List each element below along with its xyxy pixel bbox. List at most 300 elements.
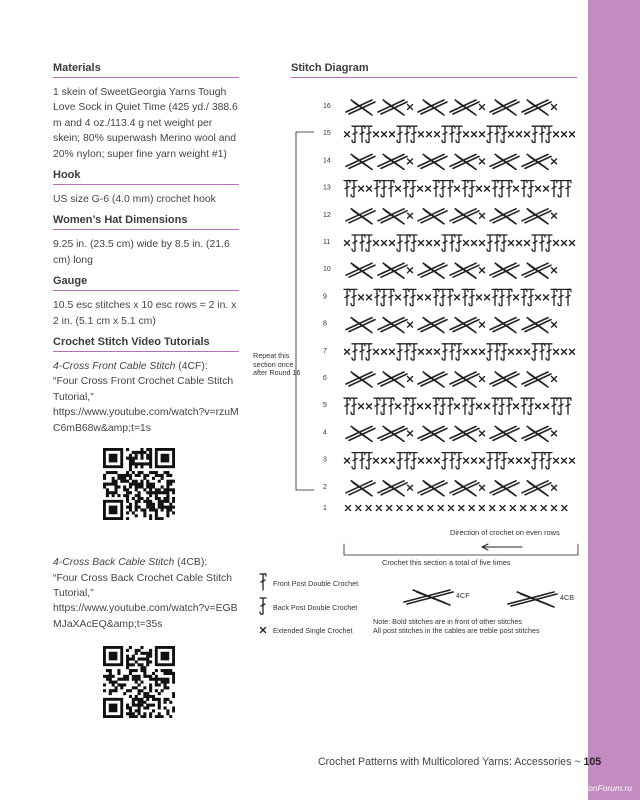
esc-stitch: [455, 404, 460, 409]
post-stitch: [442, 126, 448, 142]
base-stitch: [521, 506, 526, 511]
esc-stitch: [525, 132, 530, 137]
post-stitch: [359, 344, 365, 360]
cable-4cb-group: [346, 372, 375, 387]
post-stitch: [487, 126, 493, 142]
post-stitch: [397, 453, 403, 469]
post-stitch: [521, 180, 527, 196]
base-stitch: [500, 506, 505, 511]
esc-stitch: [552, 268, 557, 273]
cable-4cf-group: [522, 426, 551, 441]
cable-4cf-group: [378, 100, 407, 115]
esc-stitch: [382, 349, 387, 354]
cable-4cb-group: [450, 263, 479, 278]
post-stitch: [494, 235, 500, 251]
base-stitch: [469, 506, 474, 511]
cable-4cf-legend-icon: [404, 590, 453, 605]
esc-stitch: [480, 132, 485, 137]
back-cable-url[interactable]: https://www.youtube.com/watch?v=EGBMJaXAcEQ&amp;t=35s: [53, 603, 238, 630]
esc-stitch: [517, 458, 522, 463]
cable-4cb-group: [418, 154, 447, 169]
materials-text: 1 skein of SweetGeorgia Yarns Tough Love Sock in Quiet Time (425 yd./ 388.6 m and 4 oz./113.4 g net weight per skein; 80% superwash Merino wool and 20% nylon; super fine yarn weight #1): [53, 87, 238, 160]
esc-stitch: [382, 458, 387, 463]
esc-stitch: [426, 404, 431, 409]
post-stitch: [442, 235, 448, 251]
esc-stitch: [419, 458, 424, 463]
cable-4cb-group: [346, 263, 375, 278]
esc-stitch: [480, 159, 485, 164]
esc-stitch: [427, 241, 432, 246]
esc-stitch: [382, 132, 387, 137]
post-stitch: [404, 452, 410, 468]
post-stitch: [374, 398, 380, 414]
post-stitch: [449, 344, 455, 360]
cable-4cf-group: [418, 209, 447, 224]
legend-note-bold: Note: Bold stitches are in front of other stitches: [373, 617, 523, 626]
back-cable-title: “Four Cross Back Crochet Cable Stitch Tutorial,”: [53, 572, 233, 599]
post-stitch: [449, 126, 455, 142]
esc-stitch: [427, 458, 432, 463]
post-stitch: [499, 398, 505, 414]
stitch-diagram-heading: Stitch Diagram: [291, 62, 577, 78]
cable-4cf-group: [450, 209, 479, 224]
post-stitch: [551, 398, 557, 414]
base-stitch: [346, 506, 351, 511]
post-stitch: [469, 181, 475, 197]
esc-stitch: [419, 241, 424, 246]
esc-stitch: [552, 322, 557, 327]
esc-stitch: [464, 349, 469, 354]
esc-stitch: [485, 404, 490, 409]
esc-stitch: [536, 295, 541, 300]
post-stitch: [388, 398, 394, 414]
cable-4cf-group: [378, 318, 407, 333]
esc-stitch: [435, 241, 440, 246]
cable-4cb-group: [490, 372, 519, 387]
post-stitch: [456, 453, 462, 469]
post-stitch: [532, 235, 538, 251]
post-stitch: [447, 180, 453, 196]
cable-4cf-group: [418, 426, 447, 441]
front-cable-abbr: (4CF):: [175, 361, 208, 373]
row-number-14: 14: [323, 157, 331, 165]
legend-4cf-label: 4CF: [456, 591, 470, 600]
legend-esc-label: Extended Single Crochet: [273, 626, 353, 635]
post-stitch: [501, 235, 507, 251]
post-stitch: [558, 398, 564, 414]
cable-4cb-group: [346, 481, 375, 496]
cable-4cb-group: [522, 372, 551, 387]
row-number-4: 4: [323, 429, 327, 437]
base-stitch: [531, 506, 536, 511]
row-number-3: 3: [323, 456, 327, 464]
post-stitch: [404, 344, 410, 360]
hook-heading: Hook: [53, 169, 239, 185]
esc-stitch: [382, 241, 387, 246]
esc-stitch: [536, 404, 541, 409]
post-stitch: [410, 398, 416, 414]
post-stitch: [397, 126, 403, 142]
cable-4cb-group: [418, 481, 447, 496]
esc-stitch: [480, 322, 485, 327]
esc-stitch: [408, 322, 413, 327]
esc-stitch: [408, 431, 413, 436]
esc-stitch: [390, 241, 395, 246]
post-stitch: [374, 289, 380, 305]
post-stitch: [546, 453, 552, 469]
esc-stitch: [345, 241, 350, 246]
post-stitch: [539, 344, 545, 360]
post-stitch: [456, 235, 462, 251]
esc-stitch: [419, 349, 424, 354]
esc-stitch: [367, 295, 372, 300]
cable-4cb-group: [378, 372, 407, 387]
esc-stitch: [472, 349, 477, 354]
post-stitch: [528, 289, 534, 305]
post-stitch: [388, 180, 394, 196]
cable-4cb-group: [346, 154, 375, 169]
post-stitch: [352, 126, 358, 142]
post-stitch: [521, 398, 527, 414]
post-stitch: [440, 181, 446, 197]
post-stitch: [462, 398, 468, 414]
post-stitch: [565, 289, 571, 305]
legend-4cb-label: 4CB: [560, 593, 574, 602]
esc-stitch: [480, 431, 485, 436]
legend-note-treble: All post stitches in the cables are treble post stitches: [373, 626, 540, 635]
post-stitch: [410, 181, 416, 197]
post-stitch: [558, 289, 564, 305]
post-stitch: [558, 181, 564, 197]
esc-stitch: [367, 186, 372, 191]
post-stitch: [528, 181, 534, 197]
post-stitch: [494, 126, 500, 142]
cable-4cf-group: [346, 318, 375, 333]
esc-stitch: [570, 132, 575, 137]
esc-stitch: [525, 349, 530, 354]
post-stitch: [565, 180, 571, 196]
esc-stitch: [480, 458, 485, 463]
post-stitch: [366, 126, 372, 142]
esc-stitch: [509, 132, 514, 137]
esc-stitch: [359, 404, 364, 409]
post-stitch: [551, 180, 557, 196]
post-stitch: [539, 235, 545, 251]
cable-4cb-group: [490, 263, 519, 278]
post-stitch: [499, 181, 505, 197]
esc-stitch: [480, 105, 485, 110]
post-stitch: [366, 453, 372, 469]
esc-stitch: [552, 431, 557, 436]
esc-stitch: [419, 132, 424, 137]
cable-4cb-group: [522, 481, 551, 496]
section-bracket: [344, 544, 578, 555]
front-cable-title: “Four Cross Front Crochet Cable Stitch Tutorial,”: [53, 376, 234, 403]
base-stitch: [449, 506, 454, 511]
esc-stitch: [570, 349, 575, 354]
back-cable-name: 4-Cross Back Cable Stitch: [53, 557, 175, 569]
post-stitch: [462, 289, 468, 305]
post-stitch: [403, 180, 409, 196]
esc-stitch: [374, 458, 379, 463]
post-stitch: [351, 181, 357, 197]
esc-stitch: [554, 349, 559, 354]
cable-4cb-group: [378, 481, 407, 496]
post-stitch: [499, 289, 505, 305]
post-stitch: [352, 344, 358, 360]
cable-4cb-group: [450, 154, 479, 169]
post-stitch: [359, 452, 365, 468]
post-stitch: [403, 289, 409, 305]
row-number-1: 1: [323, 505, 327, 512]
base-stitch: [541, 506, 546, 511]
esc-stitch: [408, 377, 413, 382]
cable-4cb-group: [450, 481, 479, 496]
post-stitch: [501, 126, 507, 142]
esc-stitch: [562, 349, 567, 354]
cable-4cf-group: [418, 100, 447, 115]
post-stitch: [447, 289, 453, 305]
post-stitch: [532, 344, 538, 360]
esc-stitch: [517, 241, 522, 246]
footer-book-title: Crochet Patterns with Multicolored Yarns: Accessories ~: [318, 756, 584, 768]
post-stitch: [397, 344, 403, 360]
row-number-13: 13: [323, 184, 331, 192]
materials-heading: Materials: [53, 62, 239, 78]
base-stitch: [490, 506, 495, 511]
cable-4cf-group: [346, 426, 375, 441]
esc-stitch: [485, 186, 490, 191]
cable-4cf-group: [346, 100, 375, 115]
post-stitch: [487, 453, 493, 469]
post-stitch: [411, 126, 417, 142]
esc-stitch: [472, 132, 477, 137]
esc-stitch: [345, 132, 350, 137]
cable-4cb-group: [490, 481, 519, 496]
legend-fpdc-label: Front Post Double Crochet: [273, 579, 359, 588]
post-stitch: [351, 289, 357, 305]
post-stitch: [366, 344, 372, 360]
esc-stitch: [514, 295, 519, 300]
esc-stitch: [418, 295, 423, 300]
row-number-10: 10: [323, 266, 331, 274]
cable-4cf-group: [418, 318, 447, 333]
esc-stitch: [408, 485, 413, 490]
gauge-heading: Gauge: [53, 275, 239, 291]
post-stitch: [449, 452, 455, 468]
cable-4cf-group: [490, 318, 519, 333]
base-stitch: [356, 506, 361, 511]
post-stitch: [528, 398, 534, 414]
esc-stitch: [554, 132, 559, 137]
post-stitch: [494, 452, 500, 468]
cable-4cf-group: [490, 426, 519, 441]
esc-stitch: [472, 458, 477, 463]
post-stitch: [410, 289, 416, 305]
esc-stitch: [396, 404, 401, 409]
esc-stitch: [374, 132, 379, 137]
cable-4cf-group: [522, 318, 551, 333]
post-stitch: [492, 289, 498, 305]
esc-stitch: [427, 132, 432, 137]
base-stitch: [397, 506, 402, 511]
dimensions-text: 9.25 in. (23.5 cm) wide by 8.5 in. (21.6 cm) long: [53, 239, 230, 266]
post-stitch: [449, 235, 455, 251]
post-stitch: [381, 181, 387, 197]
post-stitch: [442, 453, 448, 469]
front-cable-name: 4-Cross Front Cable Stitch: [53, 361, 176, 373]
esc-legend-icon: [261, 628, 266, 633]
row-number-8: 8: [323, 320, 327, 328]
esc-stitch: [570, 458, 575, 463]
esc-stitch: [464, 458, 469, 463]
esc-stitch: [552, 105, 557, 110]
post-stitch: [433, 289, 439, 305]
post-stitch: [381, 289, 387, 305]
post-stitch: [344, 289, 350, 305]
row-number-12: 12: [323, 211, 331, 219]
esc-stitch: [390, 349, 395, 354]
esc-stitch: [480, 349, 485, 354]
esc-stitch: [562, 241, 567, 246]
bpdc-legend-icon: [260, 598, 266, 614]
esc-stitch: [552, 159, 557, 164]
cable-4cb-group: [418, 263, 447, 278]
esc-stitch: [544, 186, 549, 191]
post-stitch: [433, 180, 439, 196]
post-stitch: [352, 235, 358, 251]
base-stitch: [387, 506, 392, 511]
esc-stitch: [562, 132, 567, 137]
post-stitch: [456, 344, 462, 360]
esc-stitch: [426, 295, 431, 300]
esc-stitch: [552, 377, 557, 382]
esc-stitch: [509, 349, 514, 354]
esc-stitch: [408, 213, 413, 218]
base-stitch: [552, 506, 557, 511]
post-stitch: [551, 289, 557, 305]
cable-4cf-group: [490, 100, 519, 115]
post-stitch: [411, 344, 417, 360]
esc-stitch: [477, 295, 482, 300]
esc-stitch: [359, 186, 364, 191]
esc-stitch: [374, 241, 379, 246]
post-stitch: [440, 289, 446, 305]
esc-stitch: [485, 295, 490, 300]
post-stitch: [381, 398, 387, 414]
post-stitch: [366, 235, 372, 251]
post-stitch: [565, 398, 571, 414]
row-number-2: 2: [323, 483, 327, 491]
esc-stitch: [359, 295, 364, 300]
front-cable-url[interactable]: https://www.youtube.com/watch?v=rzuMC6mB68w&amp;t=1s: [53, 407, 239, 434]
base-stitch: [376, 506, 381, 511]
esc-stitch: [464, 241, 469, 246]
base-stitch: [366, 506, 371, 511]
esc-stitch: [435, 349, 440, 354]
hook-text: US size G-6 (4.0 mm) crochet hook: [53, 194, 216, 206]
esc-stitch: [517, 132, 522, 137]
cable-4cb-group: [378, 154, 407, 169]
esc-stitch: [455, 186, 460, 191]
post-stitch: [546, 344, 552, 360]
post-stitch: [462, 180, 468, 196]
post-stitch: [359, 126, 365, 142]
esc-stitch: [554, 241, 559, 246]
post-stitch: [539, 126, 545, 142]
post-stitch: [521, 289, 527, 305]
row-number-6: 6: [323, 375, 327, 382]
post-stitch: [447, 398, 453, 414]
esc-stitch: [536, 186, 541, 191]
base-stitch: [428, 506, 433, 511]
post-stitch: [506, 289, 512, 305]
post-stitch: [506, 398, 512, 414]
esc-stitch: [544, 404, 549, 409]
gauge-text: 10.5 esc stitches x 10 esc rows = 2 in. x 2 in. (5.1 cm x 5.1 cm): [53, 300, 237, 327]
post-stitch: [344, 398, 350, 414]
post-stitch: [440, 398, 446, 414]
esc-stitch: [390, 132, 395, 137]
esc-stitch: [514, 404, 519, 409]
page-footer: [318, 756, 601, 768]
esc-stitch: [418, 404, 423, 409]
esc-stitch: [390, 458, 395, 463]
cable-4cb-group: [418, 372, 447, 387]
post-stitch: [374, 180, 380, 196]
esc-stitch: [435, 458, 440, 463]
esc-stitch: [509, 241, 514, 246]
esc-stitch: [426, 186, 431, 191]
esc-stitch: [552, 485, 557, 490]
post-stitch: [487, 235, 493, 251]
legend-bpdc-label: Back Post Double Crochet: [273, 603, 358, 612]
post-stitch: [442, 344, 448, 360]
post-stitch: [404, 126, 410, 142]
esc-stitch: [509, 458, 514, 463]
esc-stitch: [552, 213, 557, 218]
esc-stitch: [418, 186, 423, 191]
row-number-11: 11: [323, 239, 331, 246]
post-stitch: [469, 398, 475, 414]
esc-stitch: [374, 349, 379, 354]
row-number-7: 7: [323, 347, 327, 355]
cable-4cf-group: [378, 209, 407, 224]
esc-stitch: [562, 458, 567, 463]
post-stitch: [388, 289, 394, 305]
post-stitch: [469, 289, 475, 305]
post-stitch: [456, 126, 462, 142]
cable-4cf-group: [450, 318, 479, 333]
base-stitch: [562, 506, 567, 511]
esc-stitch: [554, 458, 559, 463]
post-stitch: [359, 235, 365, 251]
base-stitch: [418, 506, 423, 511]
post-stitch: [403, 398, 409, 414]
post-stitch: [397, 235, 403, 251]
esc-stitch: [367, 404, 372, 409]
cable-4cb-group: [490, 154, 519, 169]
watermark: PassionForum.ru: [567, 783, 632, 793]
row-number-9: 9: [323, 293, 327, 301]
row-number-16: 16: [323, 103, 331, 110]
videos-heading: Crochet Stitch Video Tutorials: [53, 336, 239, 352]
post-stitch: [404, 235, 410, 251]
direction-note: Direction of crochet on even rows: [450, 528, 560, 537]
page-number: 105: [583, 756, 602, 768]
post-stitch: [539, 452, 545, 468]
esc-stitch: [396, 295, 401, 300]
